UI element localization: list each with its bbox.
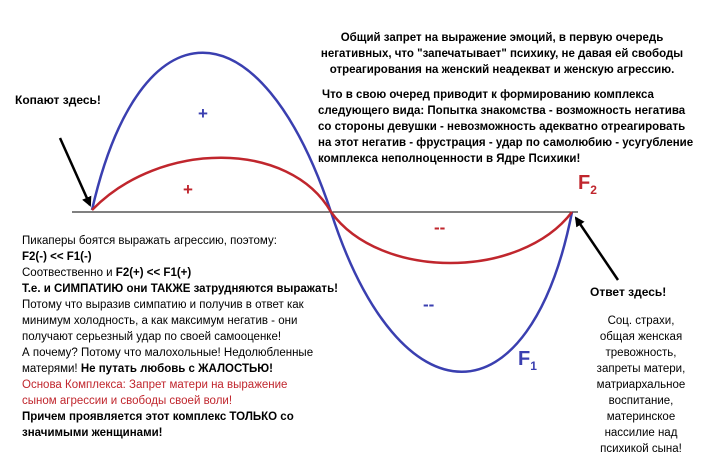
text-span: Соотвественно и	[22, 267, 116, 279]
text-line: отреагирования на женский неадекват и женскую агрессию.	[329, 64, 675, 76]
text-line: матриархальное	[596, 379, 686, 391]
text-line: значимыми женщинами!	[22, 427, 163, 439]
text-line: Пикаперы боятся выражать агрессию, поэтому:	[22, 235, 277, 247]
label-red-plus: +	[183, 180, 193, 199]
label-f1-subscript: 1	[530, 359, 537, 373]
text-line: Т.е. и СИМПАТИЮ они ТАКЖЕ затрудняются выражать!	[22, 283, 338, 295]
text-line: со стороны девушки - невозможность адекватно отреагировать	[318, 121, 686, 133]
text-line: Основа Комплекса: Запрет матери на выражение	[22, 379, 288, 391]
top-right-paragraph-2	[318, 87, 693, 167]
text-line: комплекса неполноценности в Ядре Психики!	[318, 153, 581, 165]
label-f2-letter: F	[578, 172, 591, 194]
text-line: Общий запрет на выражение эмоций, в первую очередь	[340, 32, 664, 44]
text-line: Причем проявляется этот комплекс ТОЛЬКО со	[22, 411, 294, 423]
text-line: воспитание,	[608, 395, 674, 407]
text-line: Что в свою очеред приводит к формированию комплекса	[322, 89, 654, 101]
text-span: Не путать любовь с ЖАЛОСТЬЮ!	[80, 363, 273, 375]
label-f1	[518, 348, 537, 373]
arrow-dig-here	[60, 138, 90, 205]
text-line: психикой сына!	[600, 443, 682, 455]
label-answer-here: Ответ здесь!	[590, 285, 667, 299]
text-line: запреты матери,	[596, 363, 686, 375]
label-f2	[578, 172, 597, 197]
text-span: F2(+) << F1(+)	[115, 267, 192, 279]
label-f2-subscript: 2	[590, 183, 597, 197]
text-line	[22, 361, 338, 377]
text-line: сыном агрессии и свободы своей воли!	[22, 395, 233, 407]
text-line: на этот негатив - фрустрация - удар по самолюбию - усугубление	[318, 137, 694, 149]
arrow-answer-here	[576, 218, 618, 280]
label-blue-minus: --	[423, 295, 435, 314]
left-text-block	[22, 233, 338, 441]
text-line: негативных, что "запечатывает" психику, не давая ей свободы	[320, 48, 684, 60]
text-line: нассилие над	[604, 427, 678, 439]
text-line: F2(-) << F1(-)	[22, 251, 92, 263]
text-line: минимум холодность, а как максимум негатив - они	[22, 315, 298, 327]
text-line: тревожность,	[605, 347, 677, 359]
label-dig-here: Копают здесь!	[15, 93, 101, 107]
label-red-minus: --	[434, 218, 446, 237]
label-blue-plus: +	[198, 104, 208, 123]
top-right-paragraph-1	[312, 30, 692, 78]
text-line: А почему? Потому что малохольные! Недолюбленные	[22, 347, 314, 359]
text-span: матерями!	[22, 363, 81, 375]
text-line: материнское	[606, 411, 676, 423]
text-line: Соц. страхи,	[607, 315, 675, 327]
text-line: общая женская	[599, 331, 683, 343]
text-line: получают серьезный удар по своей самооценке!	[22, 331, 282, 343]
text-line: следующего вида: Попытка знакомства - возможность негатива	[318, 105, 686, 117]
text-line	[22, 265, 338, 281]
label-f1-letter: F	[518, 348, 531, 370]
bottom-right-text-block	[578, 313, 704, 457]
text-line: Потому что выразив симпатию и получив в ответ как	[22, 299, 304, 311]
